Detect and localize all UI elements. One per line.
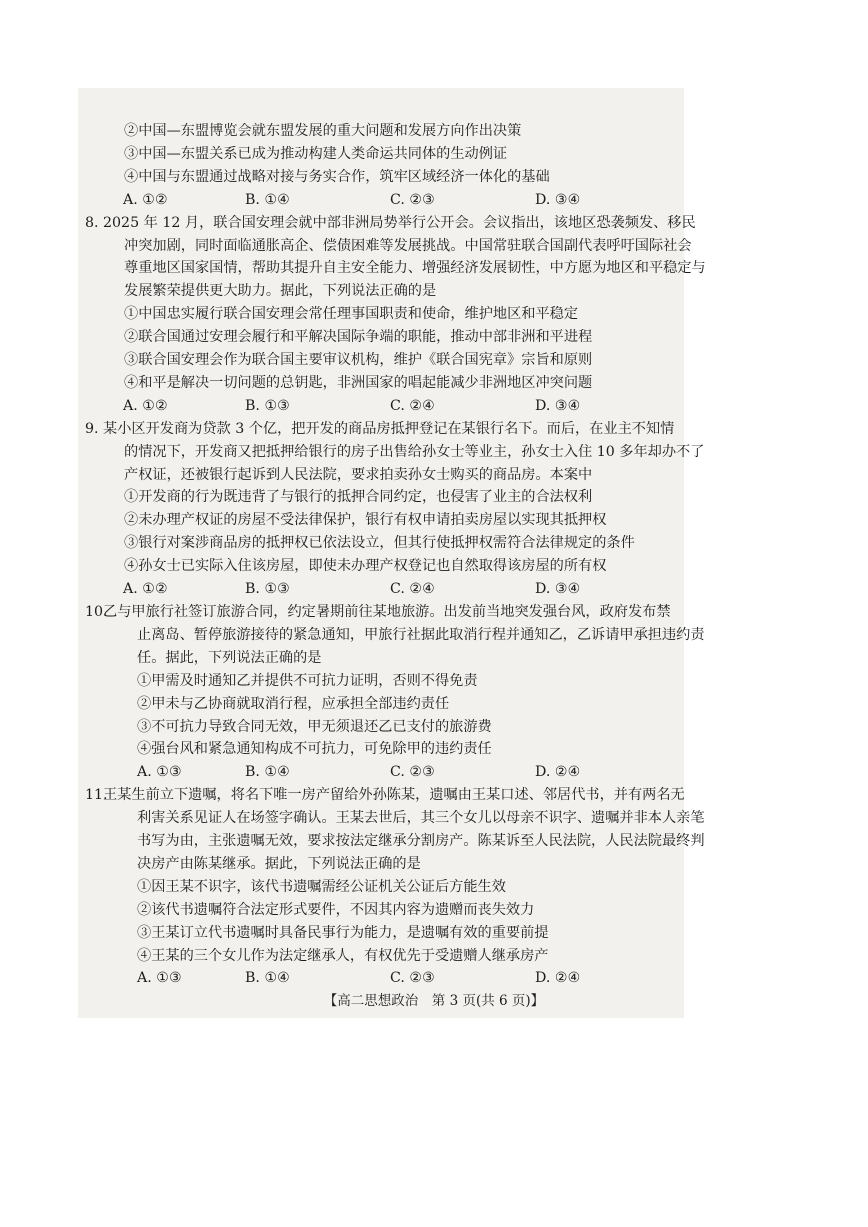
q9-option-1: ①开发商的行为既违背了与银行的抵押合同约定，也侵害了业主的合法权利 [124,489,593,506]
q9-stem-line-1: 9. 某小区开发商为贷款 3 个亿，把开发的商品房抵押登记在某银行名下。而后，在业主不知情 [103,418,683,441]
answer-d: D. ②④ [535,764,581,781]
q8-answer-choices [103,395,683,418]
answer-c: C. ②③ [390,191,435,208]
q10-option-2: ②甲未与乙协商就取消行程，应承担全部违约责任 [137,695,450,712]
q8-stem-line-2: 冲突加剧，同时面临通胀高企、偿债困难等发展挑战。中国常驻联合国副代表呼吁国际社会 [124,237,692,254]
answer-d: D. ③④ [535,397,581,414]
answer-a: A. ①② [123,397,168,414]
question-number: 11. [85,787,108,804]
q8-stem-line-1: 8. 2025 年 12 月，联合国安理会就中部非洲局势举行公开会。会议指出，该地区恐袭频发、移民 [103,212,683,235]
question-10 [85,601,705,784]
q11-option-3: ③王某订立代书遗嘱时具备民事行为能力，是遗嘱有效的重要前提 [137,924,549,941]
q11-option-2: ②该代书遗嘱符合法定形式要件，不因其内容为遗赠而丧失效力 [137,901,535,918]
answer-d: D. ③④ [535,191,581,208]
q10-option-3: ③不可抗力导致合同无效，甲无须退还乙已支付的旅游费 [137,718,492,735]
answer-c: C. ②④ [390,397,435,414]
q7-option-4: ④中国与东盟通过战略对接与务实合作，筑牢区域经济一体化的基础 [124,168,550,185]
q10-answer-choices [103,761,683,784]
q10-stem-line-3: 任。据此，下列说法正确的是 [137,649,322,666]
q11-stem-line-2: 利害关系见证人在场签字确认。王某去世后，其三个女儿以母亲不识字、遗嘱并非本人亲笔 [137,810,705,827]
answer-c: C. ②③ [390,970,435,987]
question-9 [85,418,705,601]
page-footer: 【高二思想政治 第 3 页(共 6 页)】 [323,993,545,1009]
question-8 [85,212,706,418]
q7-option-2: ②中国—东盟博览会就东盟发展的重大问题和发展方向作出决策 [124,123,522,139]
answer-c: C. ②④ [390,581,435,598]
q9-option-3: ③银行对案涉商品房的抵押权已依法设立，但其行使抵押权需符合法律规定的条件 [124,535,635,552]
q7-answer-choices [103,189,683,212]
answer-b: B. ①④ [245,970,290,987]
q8-option-2: ②联合国通过安理会履行和平解决国际争端的职能，推动中部非洲和平进程 [124,329,593,346]
question-content [85,120,706,990]
q10-option-1: ①甲需及时通知乙并提供不可抗力证明，否则不得免责 [137,672,478,689]
q9-stem-line-3: 产权证，还被银行起诉到人民法院，要求拍卖孙女士购买的商品房。本案中 [124,466,593,483]
q9-option-2: ②未办理产权证的房屋不受法律保护，银行有权申请拍卖房屋以实现其抵押权 [124,512,607,529]
q11-stem-line-4: 决房产由陈某继承。据此，下列说法正确的是 [137,855,421,872]
question-7-continued [103,120,683,212]
q8-option-1: ①中国忠实履行联合国安理会常任理事国职责和使命，维护地区和平稳定 [124,306,579,323]
answer-a: A. ①② [123,191,168,208]
question-number: 9. [85,420,99,437]
q7-option-3: ③中国—东盟关系已成为推动构建人类命运共同体的生动例证 [124,145,508,162]
q8-option-3: ③联合国安理会作为联合国主要审议机构，维护《联合国宪章》宗旨和原则 [124,352,593,369]
answer-b: B. ①③ [245,581,290,598]
q10-option-4: ④强台风和紧急通知构成不可抗力，可免除甲的违约责任 [137,741,492,758]
q8-stem-line-4: 发展繁荣提供更大助力。据此，下列说法正确的是 [124,283,437,300]
answer-a: A. ①② [123,581,168,598]
q11-stem-line-3: 书写为由，主张遗嘱无效，要求按法定继承分割房产。陈某诉至人民法院，人民法院最终判 [137,833,705,850]
q11-stem-line-1: 11. 王某生前立下遗嘱，将名下唯一房产留给外孙陈某，遗嘱由王某口述、邻居代书，并有两名无 [103,784,683,807]
answer-d: D. ②④ [535,970,581,987]
q11-answer-choices [103,967,683,990]
q9-option-4: ④孙女士已实际入住该房屋，即使未办理产权登记也自然取得该房屋的所有权 [124,558,607,575]
answer-c: C. ②③ [390,764,435,781]
answer-b: B. ①③ [245,397,290,414]
q9-answer-choices [103,578,683,601]
q11-option-4: ④王某的三个女儿作为法定继承人，有权优先于受遗赠人继承房产 [137,947,549,964]
question-11 [85,784,705,990]
answer-d: D. ③④ [535,581,581,598]
question-number: 8. [85,214,99,231]
q10-stem-line-1: 10. 乙与甲旅行社签订旅游合同，约定暑期前往某地旅游。出发前当地突发强台风，政府发布禁 [103,601,683,624]
answer-b: B. ①④ [245,764,290,781]
q8-stem-line-3: 尊重地区国家国情，帮助其提升自主安全能力、增强经济发展韧性，中方愿为地区和平稳定与 [124,260,706,277]
q8-option-4: ④和平是解决一切问题的总钥匙，非洲国家的唱起能减少非洲地区冲突问题 [124,374,593,391]
q9-stem-line-2: 的情况下，开发商又把抵押给银行的房子出售给孙女士等业主，孙女士入住 10 多年却办不了 [124,443,705,460]
answer-a: A. ①③ [137,970,182,987]
question-number: 10. [85,603,108,620]
answer-b: B. ①④ [245,191,290,208]
q10-stem-line-2: 止离岛、暂停旅游接待的紧急通知，甲旅行社据此取消行程并通知乙，乙诉请甲承担违约责 [137,626,705,643]
q11-option-1: ①因王某不识字，该代书遗嘱需经公证机关公证后方能生效 [137,878,506,895]
answer-a: A. ①③ [137,764,182,781]
